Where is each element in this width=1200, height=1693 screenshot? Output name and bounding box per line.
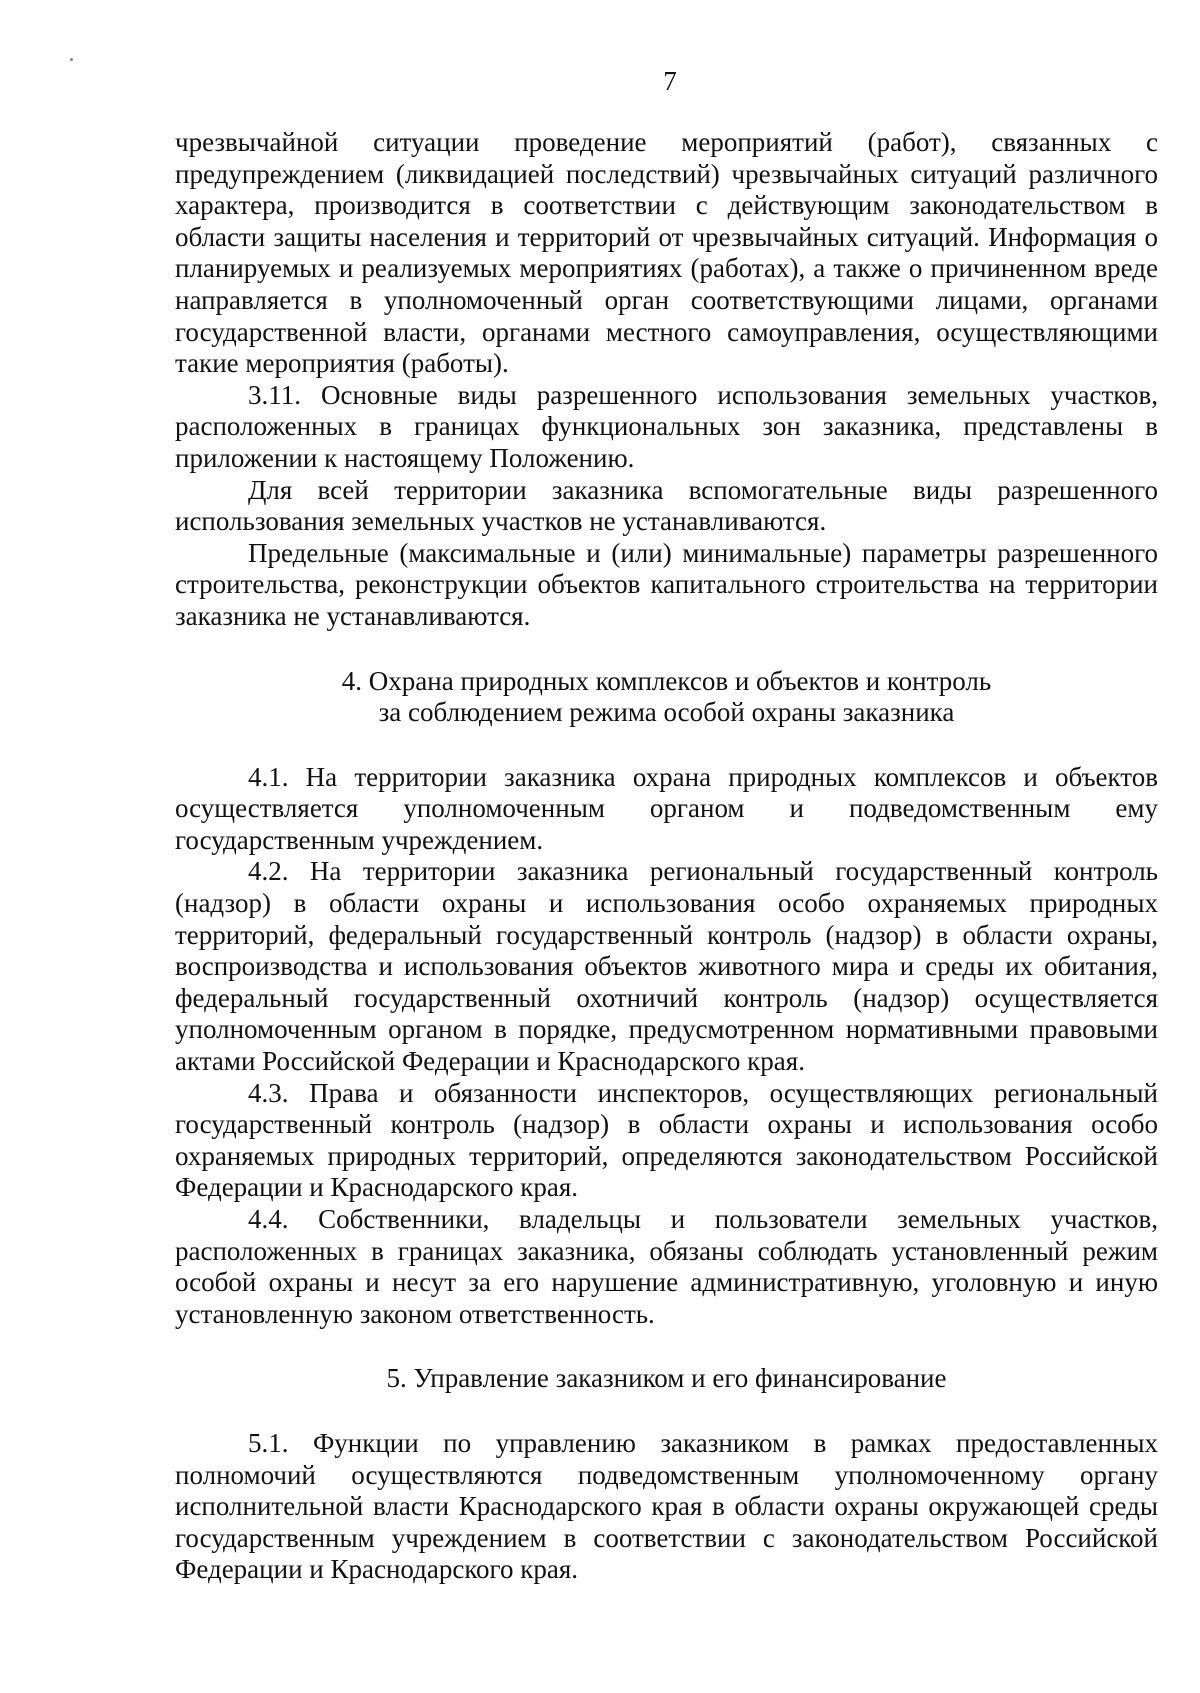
- section-4-heading-line-2: за соблюдением режима особой охраны заказника: [378, 697, 955, 728]
- section-5-heading-wrap: [175, 1363, 1158, 1395]
- paragraph-4-3: 4.3. Права и обязанности инспекторов, осуществляющих региональный государственный контроль (надзор) в области охраны и использования особо охраняемых природных территорий, определяются законодательством Российской Федерации и Краснодарского края.: [175, 1077, 1158, 1203]
- scan-speck: [70, 58, 73, 61]
- paragraph-4-1: 4.1. На территории заказника охрана природных комплексов и объектов осуществляется уполномоченным органом и подведомственным ему государственным учреждением.: [175, 761, 1158, 855]
- paragraph-limit-parameters: Предельные (максимальные и (или) минимальные) параметры разрешенного строительства, реконструкции объектов капитального строительства на территории заказника не устанавливаются.: [175, 537, 1158, 631]
- paragraph-4-2: 4.2. На территории заказника региональный государственный контроль (надзор) в области охраны и использования особо охраняемых природных территорий, федеральный государственный контроль (надзор) в области охраны, воспроизводства и использования объектов животного мира и среды их обитания, федеральный государственный охотничий контроль (надзор) осуществляется уполномоченным органом в порядке, предусмотренном нормативными правовыми актами Российской Федерации и Краснодарского края.: [175, 856, 1158, 1077]
- section-5-heading: 5. Управление заказником и его финансирование: [386, 1363, 947, 1394]
- section-4-heading-line-1: 4. Охрана природных комплексов и объектов и контроль: [341, 665, 992, 696]
- document-body: [175, 127, 1158, 1586]
- paragraph-continuation: чрезвычайной ситуации проведение мероприятий (работ), связанных с предупреждением (ликвидацией последствий) чрезвычайных ситуаций различного характера, производится в соответствии с действующим законодательством в области защиты населения и территорий от чрезвычайных ситуаций. Информация о планируемых и реализуемых мероприятиях (работах), а также о причиненном вреде направляется в уполномоченный орган соответствующими лицами, органами государственной власти, органами местного самоуправления, осуществляющими такие мероприятия (работы).: [175, 127, 1158, 379]
- section-4-body: [175, 762, 1158, 1331]
- paragraph-auxiliary-uses: Для всей территории заказника вспомогательные виды разрешенного использования земельных участков не устанавливаются.: [175, 474, 1158, 537]
- section-4-heading: [175, 666, 1158, 729]
- section-5-body: [175, 1428, 1158, 1586]
- paragraph-4-4: 4.4. Собственники, владельцы и пользователи земельных участков, расположенных в границах заказника, обязаны соблюдать установленный режим особой охраны и несут за его нарушение административную, уголовную и иную установленную законом ответственность.: [175, 1204, 1158, 1329]
- paragraph-5-1: 5.1. Функции по управлению заказником в рамках предоставленных полномочий осуществляются подведомственным уполномоченному органу исполнительной власти Краснодарского края в области охраны окружающей среды государственным учреждением в соответствии с законодательством Российской Федерации и Краснодарского края.: [175, 1427, 1158, 1585]
- page-number: 7: [663, 66, 677, 96]
- paragraph-3-11: 3.11. Основные виды разрешенного использования земельных участков, расположенных в границах функциональных зон заказника, представлены в приложении к настоящему Положению.: [175, 379, 1158, 473]
